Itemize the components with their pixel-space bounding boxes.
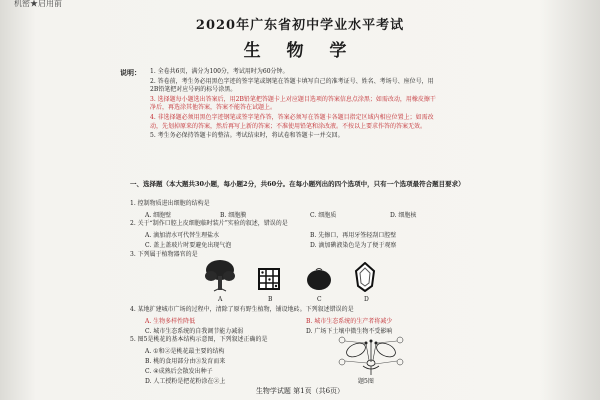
q3-label-c: C — [317, 296, 322, 303]
q3-label-a: A — [218, 296, 223, 303]
cell-tissue-figure-b — [258, 268, 280, 290]
note-item: 5. 考生务必保持答题卡的整洁。考试结束时，将试卷和答题卡一并交回。 — [150, 132, 344, 140]
plant-figure-a — [202, 258, 238, 292]
confidential-mark: 机密★启用前 — [14, 0, 62, 8]
fruit-figure-c — [306, 266, 332, 292]
q2-option-b: B. 先擦口，再用牙签轻刮口腔壁 — [310, 232, 397, 239]
q5-option-c: C. ④成熟后会散发出种子 — [145, 368, 213, 375]
q5-figure-label: 题5图 — [358, 378, 374, 385]
q4-option-c: C. 城市生态系统的自我调节能力减弱 — [145, 328, 244, 335]
peach-flower-diagram — [336, 332, 406, 376]
question-4-stem: 4. 某地扩建城市广场的过程中，清除了原有野生植物，铺设地砖。下列叙述错误的是 — [130, 306, 354, 313]
notes-label: 说明： — [120, 68, 141, 77]
page-footer: 生物学试题 第1页（共6页） — [255, 387, 345, 395]
q4-option-a: A. 生物多样性降低 — [145, 318, 196, 325]
question-3-stem: 3. 下列属于植物器官的是 — [130, 251, 198, 258]
exam-title: 2020年广东省初中学业水平考试 — [195, 18, 405, 33]
q1-option-c: C. 细胞质 — [310, 212, 337, 219]
q5-option-b: B. 桃的食用部分由③发育而来 — [145, 358, 226, 365]
q1-option-d: D. 细胞核 — [390, 212, 417, 219]
note-item: 4. 非选择题必须用黑色字迹钢笔或签字笔作答，答案必须写在答题卡各题目指定区域内相应位置上；如需改动，先划掉原来的答案，然后再写上新的答案；不准使用铅笔和涂改液。不按以上要求作答的答案无效。 — [150, 113, 434, 130]
section-heading: 一、选择题（本大题共30小题，每小题2分，共60分。在每小题列出的四个选项中，只有一个选项最符合题目要求） — [130, 180, 465, 188]
subject-title: 生 物 学 — [243, 41, 357, 61]
leaf-cell-figure-d — [354, 262, 376, 292]
question-2-stem: 2. 关于“制作口腔上皮细胞临时装片”实验的叙述，错误的是 — [130, 220, 288, 227]
notes-block — [150, 68, 440, 142]
q3-label-d: D — [364, 296, 369, 303]
q2-option-c: C. 盖上盖玻片时要避免出现气泡 — [145, 242, 232, 249]
note-item: 3. 选择题每小题选出答案后，用2B铅笔把答题卡上对应题目选项的答案信息点涂黑；如需改动，用橡皮擦干净后，再选涂其他答案，答案不能答在试题上。 — [150, 95, 436, 112]
q4-option-b: B. 城市生态系统的生产者将减少 — [306, 318, 393, 325]
q2-option-a: A. 滴加清水可代替生理盐水 — [145, 232, 220, 239]
q1-option-a: A. 细胞壁 — [145, 212, 172, 219]
note-item: 1. 全卷共6页，满分为100分，考试用时为60分钟。 — [150, 68, 289, 75]
question-1-stem: 1. 控制物质进出细胞的结构是 — [130, 200, 210, 207]
question-5-stem: 5. 图5是桃花的基本结构示意图，下列叙述正确的是 — [130, 336, 268, 343]
q1-option-b: B. 细胞膜 — [220, 212, 247, 219]
q3-label-b: B — [268, 296, 273, 303]
note-item: 2. 答卷前，考生务必用黑色字迹的签字笔或钢笔在答题卡填写自己的准考证号、姓名、考场号、座位号，用2B铅笔把对应号码的标号涂黑。 — [150, 77, 434, 94]
q5-option-a: A. ①和②是桃花最主要的结构 — [145, 348, 225, 355]
q2-option-d: D. 滴加碘液染色是为了便于观察 — [310, 242, 397, 249]
q4-option-d: D. 广场下土壤中微生物不受影响 — [306, 328, 393, 335]
q5-option-d: D. 人工授粉是把花粉涂在②上 — [145, 378, 226, 385]
